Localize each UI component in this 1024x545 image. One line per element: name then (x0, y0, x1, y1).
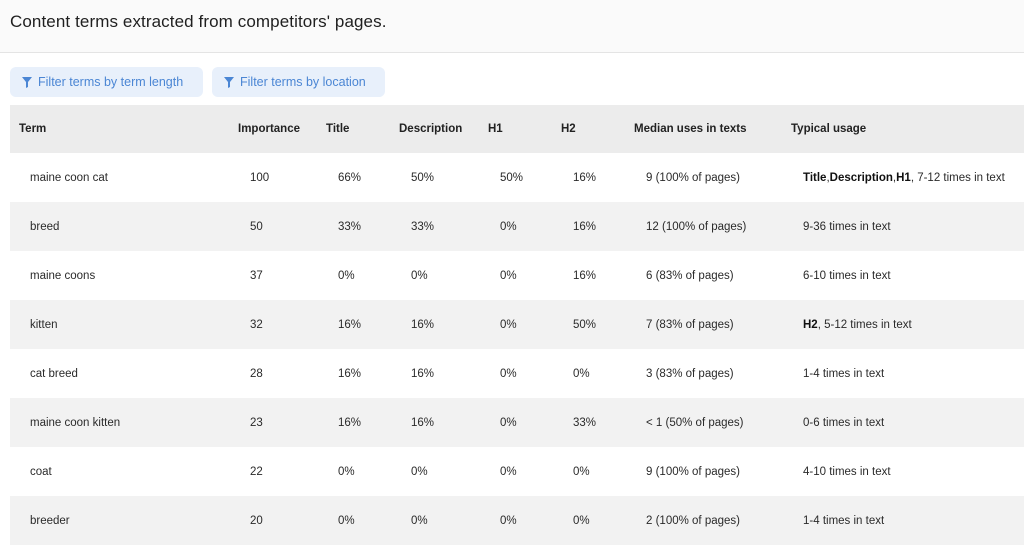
title-cell: 16% (338, 318, 362, 331)
table-header-row (10, 105, 1024, 153)
usage-text: 1-4 times in text (803, 514, 885, 527)
h1-cell: 0% (500, 416, 517, 429)
column-header-h2[interactable]: H2 (561, 123, 576, 135)
usage-location-h2: H2 (803, 318, 818, 331)
term-cell: breed (30, 220, 60, 233)
column-header-term[interactable]: Term (19, 123, 47, 135)
usage-text: , 5-12 times in text (817, 318, 912, 331)
h2-cell: 0% (573, 514, 590, 527)
table-row (10, 202, 1024, 251)
typical-usage-cell (803, 496, 884, 545)
usage-text: 6-10 times in text (803, 269, 891, 282)
title-cell: 0% (338, 269, 355, 282)
h2-cell: 50% (573, 318, 597, 331)
importance-cell: 28 (250, 367, 263, 380)
title-cell: 66% (338, 171, 362, 184)
term-cell: maine coons (30, 269, 96, 282)
typical-usage-cell (803, 300, 912, 349)
column-header-median-uses[interactable]: Median uses in texts (634, 123, 747, 135)
term-cell: breeder (30, 514, 70, 527)
table-row (10, 300, 1024, 349)
importance-cell: 50 (250, 220, 263, 233)
term-cell: cat breed (30, 367, 78, 380)
description-cell: 16% (411, 416, 435, 429)
h2-cell: 0% (573, 367, 590, 380)
title-cell: 16% (338, 416, 362, 429)
h1-cell: 0% (500, 367, 517, 380)
table-row (10, 496, 1024, 545)
usage-separator: , (826, 171, 830, 184)
term-cell: coat (30, 465, 52, 478)
page-title: Content terms extracted from competitors' pages. (10, 12, 387, 31)
filter-bar (10, 67, 385, 97)
column-header-description[interactable]: Description (399, 123, 463, 135)
usage-text: , 7-12 times in text (910, 171, 1005, 184)
importance-cell: 23 (250, 416, 263, 429)
h1-cell: 0% (500, 465, 517, 478)
term-cell: kitten (30, 318, 58, 331)
term-cell: maine coon cat (30, 171, 108, 184)
terms-table (10, 105, 1024, 545)
typical-usage-cell (803, 349, 884, 398)
column-header-title[interactable]: Title (326, 123, 350, 135)
importance-cell: 32 (250, 318, 263, 331)
typical-usage-cell (803, 447, 891, 496)
filter-button-label: Filter terms by location (240, 75, 366, 89)
importance-cell: 37 (250, 269, 263, 282)
title-cell: 0% (338, 514, 355, 527)
column-header-importance[interactable]: Importance (238, 123, 300, 135)
term-cell: maine coon kitten (30, 416, 121, 429)
description-cell: 16% (411, 318, 435, 331)
usage-text: 1-4 times in text (803, 367, 885, 380)
typical-usage-cell (803, 398, 884, 447)
importance-cell: 20 (250, 514, 263, 527)
h2-cell: 33% (573, 416, 597, 429)
column-header-typical-usage[interactable]: Typical usage (791, 123, 867, 135)
median-uses-cell: 7 (83% of pages) (646, 318, 734, 331)
h1-cell: 50% (500, 171, 524, 184)
median-uses-cell: 2 (100% of pages) (646, 514, 740, 527)
title-cell: 0% (338, 465, 355, 478)
table-row (10, 153, 1024, 202)
h1-cell: 0% (500, 318, 517, 331)
median-uses-cell: 9 (100% of pages) (646, 465, 740, 478)
typical-usage-cell (803, 153, 1005, 202)
h2-cell: 16% (573, 269, 597, 282)
usage-location-title: Title (803, 171, 827, 184)
importance-cell: 22 (250, 465, 263, 478)
median-uses-cell: 12 (100% of pages) (646, 220, 747, 233)
median-uses-cell: 9 (100% of pages) (646, 171, 740, 184)
column-header-h1[interactable]: H1 (488, 123, 503, 135)
table-row (10, 251, 1024, 300)
importance-cell: 100 (250, 171, 270, 184)
median-uses-cell: 3 (83% of pages) (646, 367, 734, 380)
h2-cell: 0% (573, 465, 590, 478)
title-cell: 16% (338, 367, 362, 380)
typical-usage-cell (803, 251, 891, 300)
h2-cell: 16% (573, 220, 597, 233)
typical-usage-cell (803, 202, 891, 251)
usage-location-h1: H1 (896, 171, 911, 184)
table-row (10, 349, 1024, 398)
usage-text: 0-6 times in text (803, 416, 885, 429)
h1-cell: 0% (500, 514, 517, 527)
usage-location-description: Description (829, 171, 893, 184)
filter-button-label: Filter terms by term length (38, 75, 184, 89)
description-cell: 33% (411, 220, 435, 233)
title-cell: 33% (338, 220, 362, 233)
median-uses-cell: < 1 (50% of pages) (646, 416, 744, 429)
h1-cell: 0% (500, 269, 517, 282)
filter-by-location-button[interactable] (212, 67, 385, 97)
description-cell: 50% (411, 171, 435, 184)
description-cell: 16% (411, 367, 435, 380)
table-row (10, 447, 1024, 496)
table-row (10, 398, 1024, 447)
median-uses-cell: 6 (83% of pages) (646, 269, 734, 282)
filter-icon (22, 77, 32, 88)
usage-separator: , (892, 171, 897, 184)
description-cell: 0% (411, 465, 428, 478)
h1-cell: 0% (500, 220, 517, 233)
filter-icon (224, 77, 234, 88)
description-cell: 0% (411, 514, 428, 527)
usage-text: 4-10 times in text (803, 465, 891, 478)
description-cell: 0% (411, 269, 428, 282)
filter-by-term-length-button[interactable] (10, 67, 203, 97)
usage-text: 9-36 times in text (803, 220, 891, 233)
h2-cell: 16% (573, 171, 597, 184)
